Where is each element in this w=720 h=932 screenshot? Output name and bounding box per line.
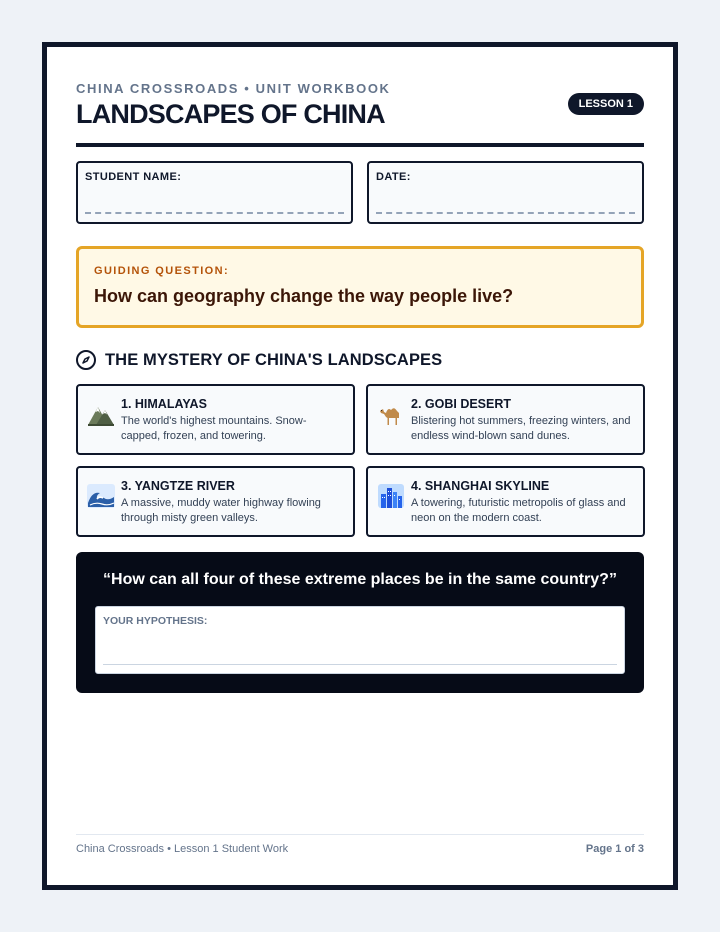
hypothesis-box: [76, 552, 644, 693]
date-label: DATE:: [376, 171, 411, 183]
worksheet-page: [42, 42, 678, 890]
student-name-line: [85, 212, 344, 214]
footer-divider: [76, 834, 644, 835]
guiding-question-label: GUIDING QUESTION:: [94, 265, 230, 277]
section-title: THE MYSTERY OF CHINA'S LANDSCAPES: [105, 350, 443, 369]
student-name-label: STUDENT NAME:: [85, 171, 182, 183]
compass-icon: [76, 350, 96, 370]
date-field[interactable]: [367, 161, 644, 224]
guiding-question-box: [76, 246, 644, 328]
page-number: Page 1 of 3: [585, 843, 644, 855]
card-title: 1. HIMALAYAS: [121, 397, 207, 411]
hypothesis-question: “How can all four of these extreme places be in the same country?”: [103, 571, 617, 588]
header-divider: [76, 143, 644, 147]
page-title: LANDSCAPES OF CHINA: [76, 99, 385, 129]
landscape-card-himalayas: [76, 384, 355, 455]
camel-icon: [376, 401, 406, 429]
date-line: [376, 212, 635, 214]
card-title: 4. SHANGHAI SKYLINE: [411, 479, 550, 493]
landscape-card-yangtze: [76, 466, 355, 537]
card-description: A towering, futuristic metropolis of glass and neon on the modern coast.: [411, 497, 626, 524]
card-title: 3. YANGTZE RIVER: [121, 479, 235, 493]
landscape-card-shanghai: [366, 466, 645, 537]
hypothesis-line: [103, 664, 617, 665]
city-icon: [376, 483, 406, 511]
hypothesis-input[interactable]: [95, 606, 625, 674]
card-description: The world's highest mountains. Snow-capped, frozen, and towering.: [121, 415, 307, 442]
unit-kicker: CHINA CROSSROADS • UNIT WORKBOOK: [76, 81, 391, 96]
card-title: 2. GOBI DESERT: [411, 397, 512, 411]
lesson-badge: LESSON 1: [568, 93, 644, 115]
student-name-field[interactable]: [76, 161, 353, 224]
card-description: A massive, muddy water highway flowing through misty green valleys.: [121, 497, 321, 524]
section-heading: [76, 350, 442, 370]
guiding-question-text: How can geography change the way people live?: [94, 286, 514, 306]
footer-course-label: China Crossroads • Lesson 1 Student Work: [76, 843, 289, 855]
wave-icon: [86, 483, 116, 511]
mountain-icon: [86, 401, 116, 429]
hypothesis-label: YOUR HYPOTHESIS:: [103, 615, 208, 627]
card-description: Blistering hot summers, freezing winters, and endless wind-blown sand dunes.: [411, 415, 631, 442]
landscape-card-gobi: [366, 384, 645, 455]
